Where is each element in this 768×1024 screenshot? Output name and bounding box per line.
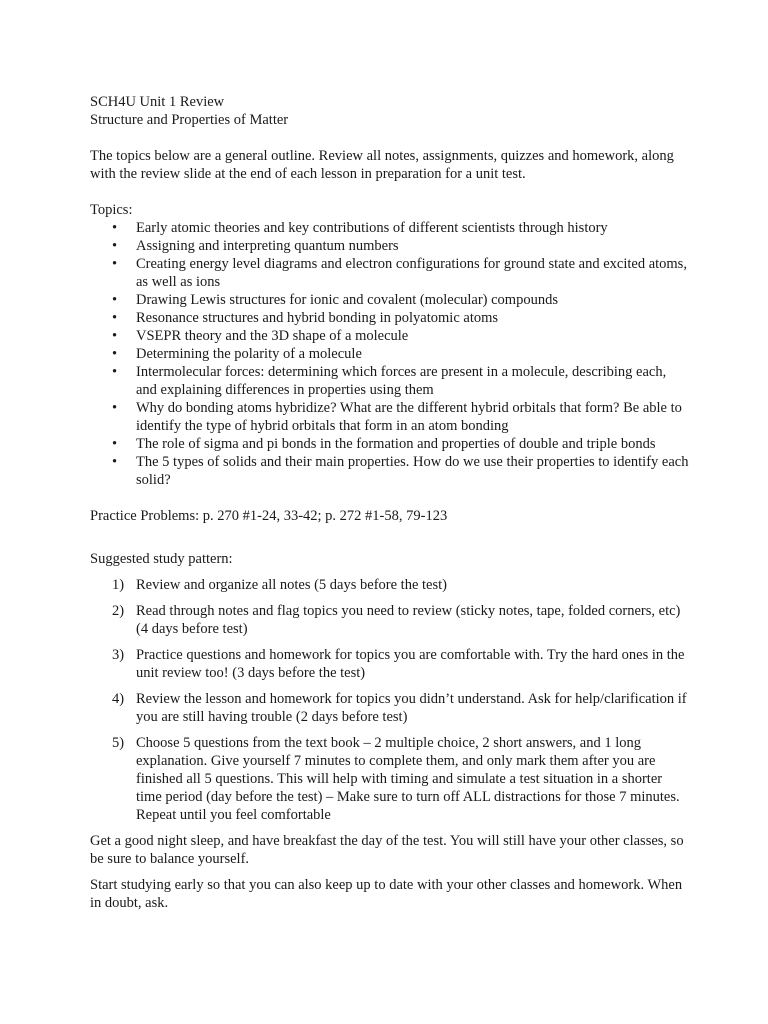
topic-text: The role of sigma and pi bonds in the formation and properties of double and triple bonds <box>136 436 656 452</box>
topic-text: Drawing Lewis structures for ionic and covalent (molecular) compounds <box>136 292 558 308</box>
step-text: Review the lesson and homework for topics you didn’t understand. Ask for help/clarification if you are still having trouble (2 days before test) <box>136 691 687 725</box>
bullet-icon: • <box>112 310 118 326</box>
course-title: SCH4U Unit 1 Review <box>90 94 225 110</box>
practice-problems: Practice Problems: p. 270 #1-24, 33-42; p. 272 #1-58, 79-123 <box>90 508 448 524</box>
bullet-icon: • <box>112 292 118 308</box>
closing-paragraph-study-early: Start studying early so that you can also keep up to date with your other classes and homework. When in doubt, ask. <box>90 877 683 911</box>
bullet-icon: • <box>112 220 118 236</box>
step-number: 3) <box>112 647 125 663</box>
step-text: Review and organize all notes (5 days before the test) <box>136 577 447 593</box>
topic-text: Creating energy level diagrams and electron configurations for ground state and excited atoms, as well as ions <box>136 256 687 290</box>
bullet-icon: • <box>112 454 118 470</box>
topic-text: Early atomic theories and key contributions of different scientists through history <box>136 220 608 236</box>
step-number: 1) <box>112 577 125 593</box>
bullet-icon: • <box>112 436 118 452</box>
topic-text: Determining the polarity of a molecule <box>136 346 362 362</box>
step-number: 5) <box>112 735 125 751</box>
step-text: Read through notes and flag topics you need to review (sticky notes, tape, folded corners, etc) (4 days before test) <box>136 603 681 637</box>
study-step <box>90 646 690 682</box>
topic-text: Intermolecular forces: determining which forces are present in a molecule, describing each, and explaining differences in properties using them <box>136 364 667 398</box>
topic-text: Resonance structures and hybrid bonding in polyatomic atoms <box>136 310 499 326</box>
topics-label: Topics: <box>90 202 133 218</box>
study-step <box>90 576 690 594</box>
bullet-icon: • <box>112 400 118 416</box>
topic-item <box>90 327 690 345</box>
step-number: 4) <box>112 691 125 707</box>
topic-item <box>90 309 690 327</box>
bullet-icon: • <box>112 328 118 344</box>
study-step <box>90 734 690 824</box>
bullet-icon: • <box>112 256 118 272</box>
topic-item <box>90 345 690 363</box>
topic-item <box>90 291 690 309</box>
topic-text: Assigning and interpreting quantum numbers <box>136 238 399 254</box>
study-pattern-label: Suggested study pattern: <box>90 551 233 567</box>
topic-item <box>90 363 690 399</box>
study-steps-list <box>90 576 690 824</box>
topic-item <box>90 255 690 291</box>
topic-item <box>90 237 690 255</box>
document-page <box>90 93 690 920</box>
topic-text: VSEPR theory and the 3D shape of a molecule <box>136 328 409 344</box>
topic-item <box>90 219 690 237</box>
topic-text: The 5 types of solids and their main properties. How do we use their properties to identify each solid? <box>136 454 689 488</box>
study-step <box>90 690 690 726</box>
topic-item <box>90 453 690 489</box>
topic-text: Why do bonding atoms hybridize? What are the different hybrid orbitals that form? Be able to identify the type of hybrid orbitals that form in an atom bonding <box>136 400 682 434</box>
topic-item <box>90 399 690 435</box>
closing-paragraph-sleep: Get a good night sleep, and have breakfast the day of the test. You will still have your other classes, so be sure to balance yourself. <box>90 833 684 867</box>
bullet-icon: • <box>112 364 118 380</box>
intro-paragraph: The topics below are a general outline. Review all notes, assignments, quizzes and homework, along with the review slide at the end of each lesson in preparation for a unit test. <box>90 148 674 182</box>
bullet-icon: • <box>112 346 118 362</box>
step-number: 2) <box>112 603 125 619</box>
step-text: Choose 5 questions from the text book – 2 multiple choice, 2 short answers, and 1 long explanation. Give yourself 7 minutes to complete them, and only mark them after you are finished all 5 questions. This will help with timing and simulate a test situation in a shorter time period (day before the test) – Make sure to turn off ALL distractions for those 7 minutes. Repeat until you feel comfortable <box>136 735 680 823</box>
step-text: Practice questions and homework for topics you are comfortable with. Try the hard ones in the unit review too! (3 days before the test) <box>136 647 685 681</box>
topics-list <box>90 219 690 489</box>
study-step <box>90 602 690 638</box>
unit-subtitle: Structure and Properties of Matter <box>90 112 289 128</box>
bullet-icon: • <box>112 238 118 254</box>
topic-item <box>90 435 690 453</box>
